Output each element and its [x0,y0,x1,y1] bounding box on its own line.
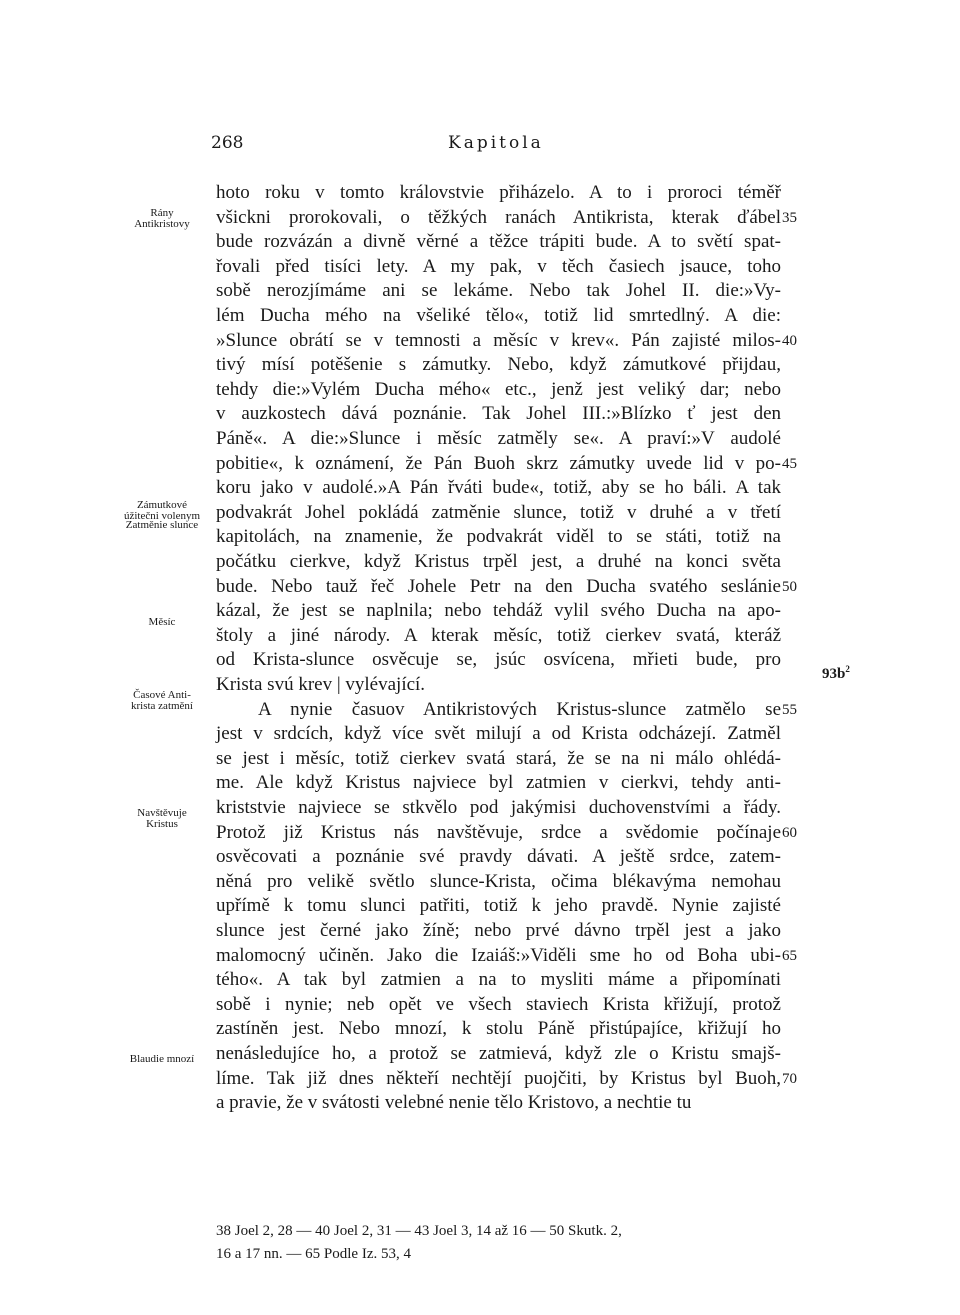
text-line: v auzkostech dává poznánie. Tak Johel III.:»Blízko ť jest den [216,403,781,425]
text-line: kapitolách, na znamenie, že podvakrát viděl to se státi, totiž na [216,526,781,548]
margin-note [110,808,214,830]
folio-superscript: 2 [845,664,850,674]
text-line: od Krista-slunce osvěcuje se, jsúc osvícena, mřieti bude, pro [216,649,781,671]
text-line: podvakrát Johel pokládá zatměnie slunce, totiž v druhé a v třetí [216,501,781,523]
margin-note [110,208,214,230]
line-number: 50 [782,578,797,595]
margin-note-text: Rány [150,207,174,219]
text-line: bude rozvázán a divně věrné a těžce trápiti bude. A to světí spat- [216,231,781,253]
margin-note-text: Zámutkové [136,499,188,511]
margin-note-text: úžitečni volenym [123,510,201,522]
footnote-line: 16 a 17 nn. — 65 Podle Iz. 53, 4 [216,1246,411,1262]
line-number: 65 [782,947,797,964]
chapter-title: Kapitola [448,133,544,153]
text-line: koru jako v audolé.»A Pán řváti bude«, totiž, aby se ho báli. A tak [216,477,781,499]
line-number: 70 [782,1070,797,1087]
text-line: pobitie«, k oznámení, že Pán Buoh skrz zámutky uvede lid v po- [216,452,781,474]
text-line: Protož již Kristus nás navštěvuje, srdce a svědomie počínaje [216,821,781,843]
text-line: A nynie časuov Antikristových Kristus-slunce zatmělo se [258,698,781,720]
margin-note-text: krista zatmění [130,700,193,712]
text-line: lém Ducha mého na všeliké tělo«, totiž lid smrtedlný. A die: [216,305,781,326]
text-line: malomocný učiněn. Jako die Izaiáš:»Viděli sme ho od Boha ubi- [216,944,781,966]
text-line: osvěcovati a poznánie své pravdy dávati. A ještě srdce, zatem- [216,846,781,868]
line-number: 35 [782,209,797,226]
text-line: upřímě k tomu slunci patřiti, totiž k jeho pravdě. Nynie zajisté [216,895,781,917]
page-number: 268 [211,133,244,153]
text-line: počátku cierkve, když Kristus trpěl jest, a druhé na konci světa [216,551,781,572]
margin-note-text: Antikristovy [134,218,190,230]
text-line: kriststvie najviece se stkvělo pod jakýmisi duchovenstvími a řády. [216,797,781,818]
margin-note-text: Měsíc [148,616,176,628]
text-line: líme. Tak již dnes někteří nechtějí puojčiti, by Kristus byl Buoh, [216,1067,781,1089]
text-line: kázal, že jest se naplnila; nebo tehdáž vylil svého Ducha na apo- [216,600,781,622]
text-line: bude. Nebo tauž řeč Johele Petr na den Ducha svatého seslánie [216,575,781,597]
text-line: Páně«. A die:»Slunce i měsíc zatměly se«. A praví:»V audolé [216,428,781,449]
text-line: hoto roku v tomto královstvie přiházelo. A to i proroci téměř [216,182,781,203]
margin-note [110,617,214,628]
text-line: slunce jest černé jako žíně; nebo prvé dávno trpěl jest a jako [216,920,781,941]
footnote-line: 38 Joel 2, 28 — 40 Joel 2, 31 — 43 Joel 3, 14 až 16 — 50 Skutk. 2, [216,1223,622,1239]
text-line: řovali před tisíci lety. A my pak, v těch časiech jsauce, toho [216,255,781,277]
margin-note-text: Blaudie mnozí [129,1053,195,1065]
folio-mark [822,666,850,683]
text-line: zastíněn jest. Nebo mnozí, k stolu Páně přistúpajíce, křižují ho [216,1018,781,1040]
text-line: se jest i měsíc, totiž cierkev svatá stará, že se na ni málo ohlédá- [216,747,781,769]
margin-note-text: Kristus [146,818,178,830]
margin-note [110,520,214,531]
text-line: něná pro velikě světlo slunce-Krista, očima blékavýma nemohau [216,870,781,892]
text-line: »Slunce obrátí se v temnosti a měsíc v krev«. Pán zajisté milos- [216,329,781,351]
margin-note [110,690,214,712]
text-line: sobě i nynie; neb opět ve všech staviech Krista křižují, protož [216,993,781,1015]
line-number: 40 [782,332,797,349]
text-line: a pravie, že v svátosti velebné nenie tělo Kristovo, a nechtie tu [216,1092,692,1114]
margin-note-text: Navštěvuje [137,807,187,819]
folio-number: 93b [822,666,846,682]
margin-note-text: Časové Anti- [133,689,191,701]
line-number: 45 [782,455,797,472]
text-line: tivý mísí potěšenie s zámutky. Nebo, když zámutkové přijdau, [216,354,781,376]
line-number: 55 [782,701,797,718]
line-number: 60 [782,824,797,841]
text-line: štoly a jiné národy. A kterak měsíc, totiž cierkev svatá, kteráž [216,624,781,646]
margin-note [110,1054,214,1065]
text-line: všickni prorokovali, o těžkých ranách Antikrista, kterak ďábel [216,206,781,228]
text-line: sobě nerozjímáme ani se lekáme. Nebo tak Johel II. die:»Vy- [216,280,781,302]
text-line: jest v srdcích, když více svět milují a od Krista odcházejí. Zatměl [216,723,781,745]
text-line: Krista svú krev | vylévající. [216,674,426,695]
text-line: me. Ale když Kristus najviece byl zatmien v cierkvi, tehdy anti- [216,772,781,794]
text-line: tehdy die:»Vylém Ducha mého« etc., jenž jest veliký dar; nebo [216,378,781,400]
text-line: nenásledujíce ho, a protož se zatmievá, když zle o Kristu smajš- [216,1043,781,1064]
text-line: tého«. A tak byl zatmien a na to mysliti máme a připomínati [216,969,781,991]
margin-note-text: Zatměnie slunce [125,519,199,531]
